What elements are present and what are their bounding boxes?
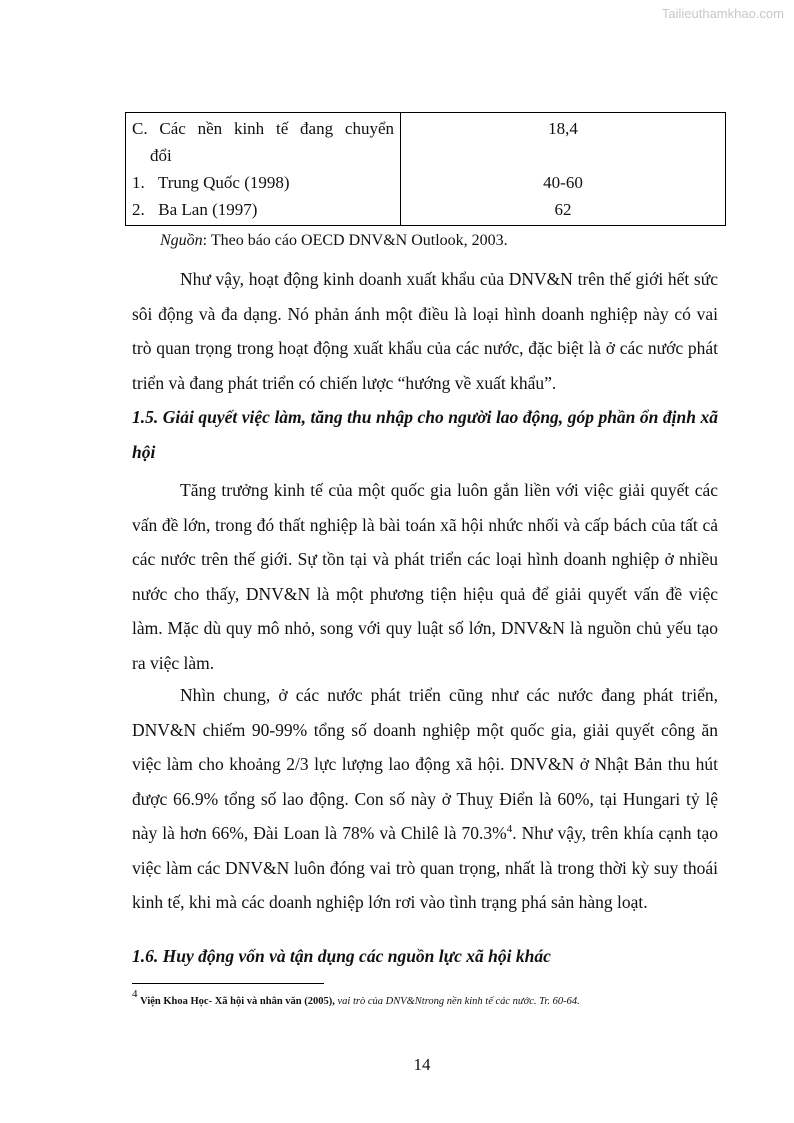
source-prefix: Nguồn — [160, 232, 203, 249]
footnote-ref: 4 — [506, 823, 513, 835]
paragraph-3 — [132, 678, 718, 920]
footnote-divider — [132, 983, 324, 984]
source-text: : Theo báo cáo OECD DNV&N Outlook, 2003. — [202, 232, 508, 249]
row-label — [132, 169, 394, 196]
row-label-line2: đổi — [150, 146, 172, 165]
table-cell-label — [126, 113, 401, 226]
row-value: 62 — [554, 200, 572, 219]
row-label-text: Ba Lan (1997) — [158, 200, 258, 219]
row-value: 40-60 — [543, 173, 583, 192]
footnote — [132, 988, 732, 1007]
table-source — [160, 232, 508, 250]
footnote-author: Viện Khoa Học- Xã hội và nhân văn (2005), — [140, 996, 335, 1007]
row-value-spacer — [407, 142, 719, 169]
data-table — [125, 112, 726, 226]
table-row — [126, 113, 726, 226]
table-cell-value — [401, 113, 726, 226]
page-number: 14 — [413, 1055, 431, 1074]
row-value: 18,4 — [548, 119, 578, 138]
row-number: 1. — [132, 173, 145, 192]
row-label — [132, 196, 394, 223]
row-number: 2. — [132, 200, 145, 219]
paragraph-2: Tăng trưởng kinh tế của một quốc gia luôn gắn liền với việc giải quyết các vấn đề lớn, trong đó thất nghiệp là bài toán xã hội nhức nhối và cấp bách của tất cả các nước trên thế giới. Sự tồn tại và phát triển các loại hình doanh nghiệp ở nhiều nước cho thấy, DNV&N là một phương tiện hiệu quả để giải quyết vấn đề việc làm. Mặc dù quy mô nhỏ, song với quy luật số lớn, DNV&N là nguồn chủ yếu tạo ra việc làm. — [132, 480, 718, 673]
paragraph-1: Như vậy, hoạt động kinh doanh xuất khẩu của DNV&N trên thế giới hết sức sôi động và đa dạng. Nó phản ánh một điều là loại hình doanh nghiệp này có vai trò quan trọng trong hoạt động xuất khẩu của các nước, đặc biệt là ở các nước phát triển và đang phát triển có chiến lược “hướng về xuất khẩu”. — [132, 269, 718, 393]
section-heading-1-5: 1.5. Giải quyết việc làm, tăng thu nhập cho người lao động, góp phần ổn định xã hội — [132, 407, 718, 462]
section-heading-1-6: 1.6. Huy động vốn và tận dụng các nguồn lực xã hội khác — [132, 946, 551, 966]
row-label-text: Trung Quốc (1998) — [157, 173, 290, 192]
watermark: Tailieuthamkhao.com — [661, 6, 784, 21]
footnote-title: vai trò của DNV&Ntrong nền kinh tế các nước. Tr. 60-64. — [334, 996, 580, 1007]
row-label-line1: C. Các nền kinh tế đang chuyển — [132, 119, 394, 138]
paragraph-3-text-end: . Như vậy, trên khía cạnh tạo việc làm các DNV&N luôn đóng vai trò quan trọng, nhất là trong thời kỳ suy thoái kinh tế, khi mà các doanh nghiệp lớn rơi vào tình trạng phá sản hàng loạt. — [132, 823, 718, 912]
footnote-marker: 4 — [132, 988, 138, 1000]
paragraph-3-text: Nhìn chung, ở các nước phát triển cũng như các nước đang phát triển, DNV&N chiếm 90-99% tổng số doanh nghiệp một quốc gia, giải quyết công ăn việc làm cho khoảng 2/3 lực lượng lao động xã hội. DNV&N ở Nhật Bản thu hút được 66.9% tổng số lao động. Con số này ở Thuỵ Điển là 60%, tại Hungari tỷ lệ này là hơn 66%, Đài Loan là 78% và Chilê là 70.3% — [132, 685, 718, 843]
